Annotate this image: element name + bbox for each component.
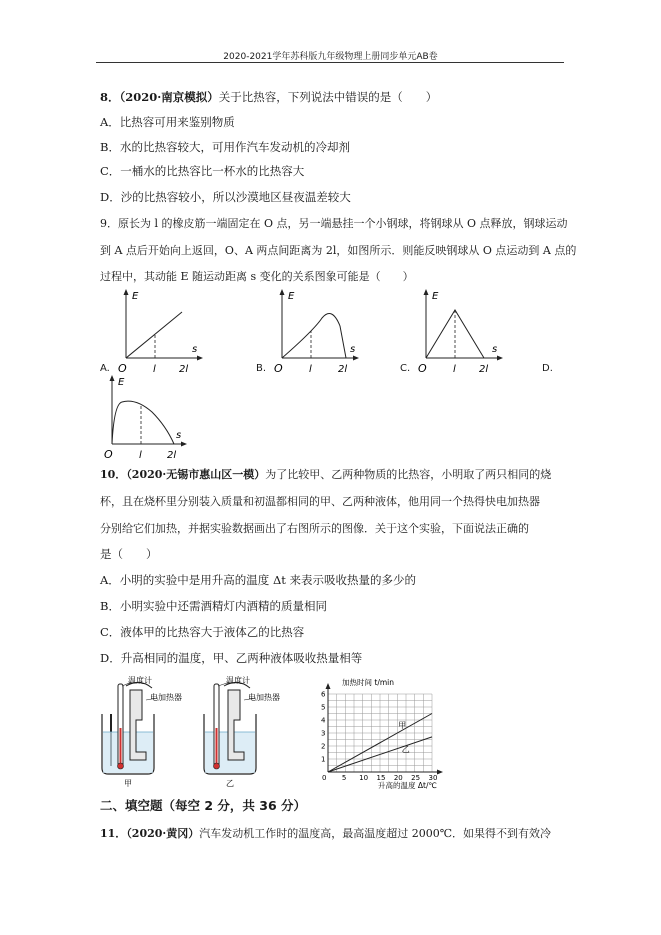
graph-d-e-label: E <box>118 377 125 388</box>
graph-d-2l-tick: 2l <box>167 450 177 461</box>
chart-y-tick-label: 4 <box>321 716 326 725</box>
q8-stem <box>100 89 437 105</box>
q9-option-b-label: B. <box>256 363 267 374</box>
graph-a-l-tick: l <box>153 364 156 375</box>
section-2-title: 二、填空题（每空 2 分，共 36 分） <box>100 798 307 813</box>
q8-option-c: C．一桶水的比热容比一杯水的比热容大 <box>100 164 305 178</box>
q10-number: 10． <box>100 468 127 481</box>
chart-x-axis-arrow <box>437 770 443 775</box>
q10-option-a: A．小明的实验中是用升高的温度 Δt 来表示吸收热量的多少的 <box>100 573 417 587</box>
graph-b-2l-tick: 2l <box>338 364 348 375</box>
chart-x-tick-label: 5 <box>341 774 347 782</box>
beaker-yi-label: 乙 <box>226 779 234 788</box>
q11-text1: 汽车发动机工作时的温度高，最高温度超过 2000℃．如果得不到有效冷 <box>199 827 552 840</box>
q11-source: （2020·黄冈） <box>126 827 200 840</box>
graph-b-e-label: E <box>288 291 295 302</box>
chart-grid <box>328 694 432 772</box>
q10-stem-line1 <box>100 466 551 482</box>
q8-option-b: B．水的比热容较大，可用作汽车发动机的冷却剂 <box>100 140 350 154</box>
chart-y-axis-arrow <box>326 683 331 689</box>
graph-c-e-label: E <box>432 291 439 302</box>
heater-label-yi: 电加热器 <box>248 693 280 702</box>
graph-a-origin: O <box>118 362 127 375</box>
q11-stem-line1 <box>100 825 551 841</box>
chart-y-axis-title: 加热时间 t/min <box>342 678 394 687</box>
q8-option-d: D．沙的比热容较小，所以沙漠地区昼夜温差较大 <box>100 190 351 204</box>
q9-stem-line3: 过程中，其动能 E 随运动距离 s 变化的关系图象可能是（ ） <box>100 270 414 283</box>
graph-b-l-tick: l <box>309 364 312 375</box>
chart-axes <box>326 683 444 775</box>
graph-a-2l-tick: 2l <box>179 364 189 375</box>
beaker-jia-label: 甲 <box>124 779 132 788</box>
q9-graph-c <box>396 286 506 376</box>
graph-d-origin: O <box>104 448 113 461</box>
graph-b-s-label: s <box>350 344 356 355</box>
heating-time-chart <box>310 676 470 790</box>
graph-c-2l-tick: 2l <box>479 364 489 375</box>
graph-c-origin: O <box>418 362 427 375</box>
q8-text: 关于比热容，下列说法中错误的是（ ） <box>218 90 438 104</box>
graph-c-s-label: s <box>492 344 498 355</box>
chart-y-tick-label: 3 <box>321 729 326 738</box>
page-header: 2020-2021学年苏科版九年级物理上册同步单元AB卷 <box>223 52 438 62</box>
q10-option-c: C．液体甲的比热容大于液体乙的比热容 <box>100 625 305 639</box>
graph-c-l-tick: l <box>453 364 456 375</box>
chart-x-tick-label: 10 <box>359 774 369 782</box>
graph-d-l-tick: l <box>139 450 142 461</box>
q10-stem-line4: 是（ ） <box>100 547 158 561</box>
q9-option-d-label: D. <box>542 363 553 374</box>
chart-y-tick-label: 1 <box>321 755 326 764</box>
q10-stem-line3: 分别给它们加热，并据实验数据画出了右图所示的图像．关于这个实验，下面说法正确的 <box>100 522 529 535</box>
chart-x-tick-label: 0 <box>322 774 327 782</box>
chart-x-axis-title: 升高的温度 Δt/℃ <box>378 781 437 790</box>
chart-series-label-yi: 乙 <box>401 745 410 755</box>
q10-stem-line2: 杯，且在烧杯里分别装入质量和初温都相同的甲、乙两种液体，他用同一个热得快电加热器 <box>100 495 540 508</box>
chart-y-tick-label: 5 <box>321 703 326 712</box>
chart-y-tick-label: 6 <box>321 690 326 699</box>
q9-option-c-label: C. <box>400 363 411 374</box>
q10-option-d: D．升高相同的温度，甲、乙两种液体吸收热量相等 <box>100 651 363 665</box>
q9-stem-line2: 到 A 点后开始向上返回，O、A 两点间距离为 2l，如图所示．则能反映钢球从 O 点运动到 A 点的 <box>100 244 577 257</box>
heater-label-jia: 电加热器 <box>150 693 182 702</box>
q8-source: （2020·南京模拟） <box>119 90 219 104</box>
header-rule <box>96 62 564 63</box>
q10-apparatus-figure <box>96 676 312 788</box>
q8-number: 8． <box>100 90 120 104</box>
graph-d-s-label: s <box>176 430 182 441</box>
chart-x-tick-label: 25 <box>411 774 421 782</box>
q9-graph-a <box>96 286 206 376</box>
q8-option-a: A．比热容可用来鉴别物质 <box>100 115 235 129</box>
q11-number: 11． <box>100 827 127 840</box>
q9-graph-b <box>252 286 362 376</box>
q10-option-b: B．小明实验中还需酒精灯内酒精的质量相同 <box>100 599 327 613</box>
q10-text1: 为了比较甲、乙两种物质的比热容，小明取了两只相同的烧 <box>265 468 552 481</box>
q9-option-a-label: A. <box>100 363 110 374</box>
graph-b-origin: O <box>274 362 283 375</box>
graph-a-s-label: s <box>192 344 198 355</box>
chart-x-tick-label: 30 <box>428 774 438 782</box>
q9-graph-d <box>96 372 206 462</box>
thermometer-label-yi: 温度计 <box>226 676 250 685</box>
thermometer-label-jia: 温度计 <box>128 676 152 685</box>
chart-x-tick-label: 15 <box>376 774 386 782</box>
q10-source: （2020·无锡市惠山区一模） <box>126 468 266 481</box>
chart-series-label-jia: 甲 <box>398 721 407 731</box>
graph-a-e-label: E <box>132 291 139 302</box>
chart-y-tick-label: 2 <box>321 742 326 751</box>
q9-stem-line1: 9．原长为 l 的橡皮筋一端固定在 O 点，另一端悬挂一个小钢球，将钢球从 O 点释放，钢球运动 <box>100 217 568 230</box>
chart-x-tick-label: 20 <box>393 774 403 782</box>
